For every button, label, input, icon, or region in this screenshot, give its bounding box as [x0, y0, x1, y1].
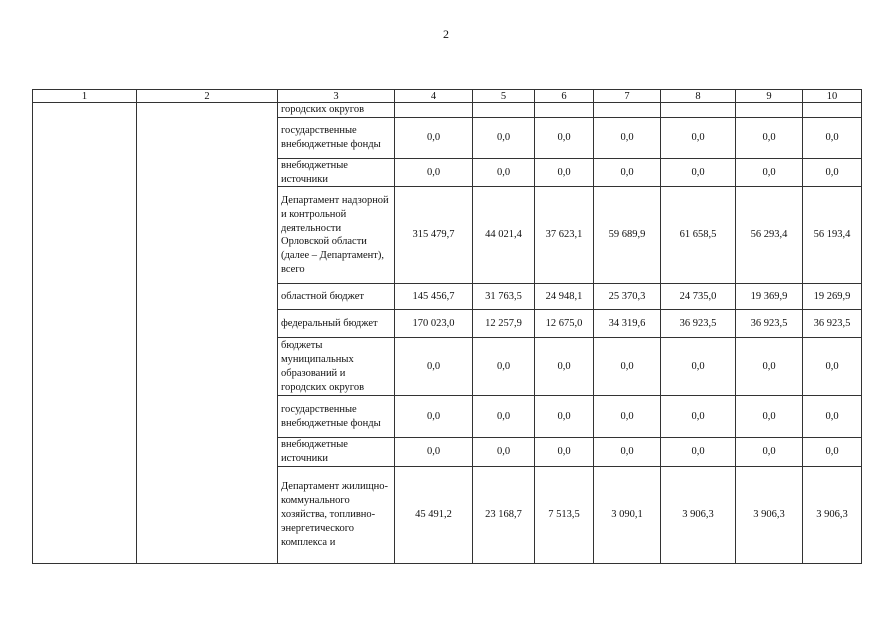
value-cell: 0,0	[736, 338, 803, 396]
value-cell: 0,0	[473, 158, 535, 187]
value-cell: 0,0	[594, 396, 661, 438]
value-cell: 3 906,3	[736, 466, 803, 563]
value-cell: 12 257,9	[473, 310, 535, 338]
value-cell: 0,0	[395, 396, 473, 438]
column-header: 4	[395, 90, 473, 103]
value-cell: 0,0	[803, 117, 862, 158]
value-cell: 145 456,7	[395, 284, 473, 310]
value-cell	[736, 103, 803, 118]
value-cell: 36 923,5	[736, 310, 803, 338]
value-cell: 23 168,7	[473, 466, 535, 563]
value-cell: 0,0	[803, 396, 862, 438]
value-cell	[803, 103, 862, 118]
value-cell	[594, 103, 661, 118]
column-header: 2	[137, 90, 278, 103]
row-label: федеральный бюджет	[278, 310, 395, 338]
value-cell: 0,0	[661, 396, 736, 438]
value-cell: 0,0	[803, 158, 862, 187]
row-label: областной бюджет	[278, 284, 395, 310]
value-cell: 0,0	[803, 338, 862, 396]
value-cell: 3 906,3	[803, 466, 862, 563]
value-cell: 34 319,6	[594, 310, 661, 338]
value-cell	[661, 103, 736, 118]
row-label: Департамент жилищно-коммунального хозяйства, топливно-энергетического комплекса и	[278, 466, 395, 563]
row-label: внебюджетные источники	[278, 438, 395, 467]
value-cell: 0,0	[473, 338, 535, 396]
value-cell: 44 021,4	[473, 187, 535, 284]
header-row	[33, 90, 862, 103]
column-header: 8	[661, 90, 736, 103]
value-cell: 0,0	[736, 438, 803, 467]
value-cell: 0,0	[395, 438, 473, 467]
value-cell: 59 689,9	[594, 187, 661, 284]
value-cell	[395, 103, 473, 118]
value-cell: 0,0	[535, 438, 594, 467]
value-cell: 24 948,1	[535, 284, 594, 310]
value-cell: 19 269,9	[803, 284, 862, 310]
value-cell: 36 923,5	[661, 310, 736, 338]
column-header: 7	[594, 90, 661, 103]
value-cell: 19 369,9	[736, 284, 803, 310]
value-cell	[473, 103, 535, 118]
value-cell: 0,0	[473, 117, 535, 158]
column-header: 6	[535, 90, 594, 103]
value-cell: 0,0	[661, 158, 736, 187]
value-cell: 170 023,0	[395, 310, 473, 338]
value-cell: 3 906,3	[661, 466, 736, 563]
value-cell: 0,0	[395, 338, 473, 396]
second-column-cell	[137, 103, 278, 564]
row-label: государственные внебюджетные фонды	[278, 396, 395, 438]
value-cell: 56 193,4	[803, 187, 862, 284]
value-cell: 0,0	[395, 117, 473, 158]
value-cell	[535, 103, 594, 118]
value-cell: 0,0	[661, 117, 736, 158]
value-cell: 61 658,5	[661, 187, 736, 284]
value-cell: 7 513,5	[535, 466, 594, 563]
page-number: 2	[443, 27, 449, 41]
value-cell: 0,0	[473, 438, 535, 467]
row-label: Департамент надзорной и контрольной деятельности Орловской области (далее – Департамент), всего	[278, 187, 395, 284]
value-cell: 0,0	[594, 438, 661, 467]
value-cell: 3 090,1	[594, 466, 661, 563]
value-cell: 0,0	[594, 338, 661, 396]
value-cell: 0,0	[736, 117, 803, 158]
column-header: 5	[473, 90, 535, 103]
value-cell: 0,0	[594, 158, 661, 187]
row-label: бюджеты муниципальных образований и городских округов	[278, 338, 395, 396]
column-header: 9	[736, 90, 803, 103]
value-cell: 0,0	[736, 396, 803, 438]
value-cell: 37 623,1	[535, 187, 594, 284]
value-cell: 0,0	[473, 396, 535, 438]
value-cell: 0,0	[594, 117, 661, 158]
row-label: государственные внебюджетные фонды	[278, 117, 395, 158]
value-cell: 45 491,2	[395, 466, 473, 563]
row-label: внебюджетные источники	[278, 158, 395, 187]
value-cell: 315 479,7	[395, 187, 473, 284]
table-row	[33, 103, 862, 118]
row-label: городских округов	[278, 103, 395, 118]
value-cell: 25 370,3	[594, 284, 661, 310]
value-cell: 36 923,5	[803, 310, 862, 338]
column-header: 3	[278, 90, 395, 103]
column-header: 10	[803, 90, 862, 103]
value-cell: 0,0	[395, 158, 473, 187]
budget-table	[32, 89, 862, 564]
value-cell: 0,0	[535, 338, 594, 396]
value-cell: 12 675,0	[535, 310, 594, 338]
first-column-cell	[33, 103, 137, 564]
value-cell: 31 763,5	[473, 284, 535, 310]
value-cell: 0,0	[535, 396, 594, 438]
value-cell: 56 293,4	[736, 187, 803, 284]
value-cell: 0,0	[535, 117, 594, 158]
value-cell: 0,0	[736, 158, 803, 187]
value-cell: 0,0	[661, 438, 736, 467]
column-header: 1	[33, 90, 137, 103]
value-cell: 24 735,0	[661, 284, 736, 310]
value-cell: 0,0	[661, 338, 736, 396]
value-cell: 0,0	[803, 438, 862, 467]
value-cell: 0,0	[535, 158, 594, 187]
